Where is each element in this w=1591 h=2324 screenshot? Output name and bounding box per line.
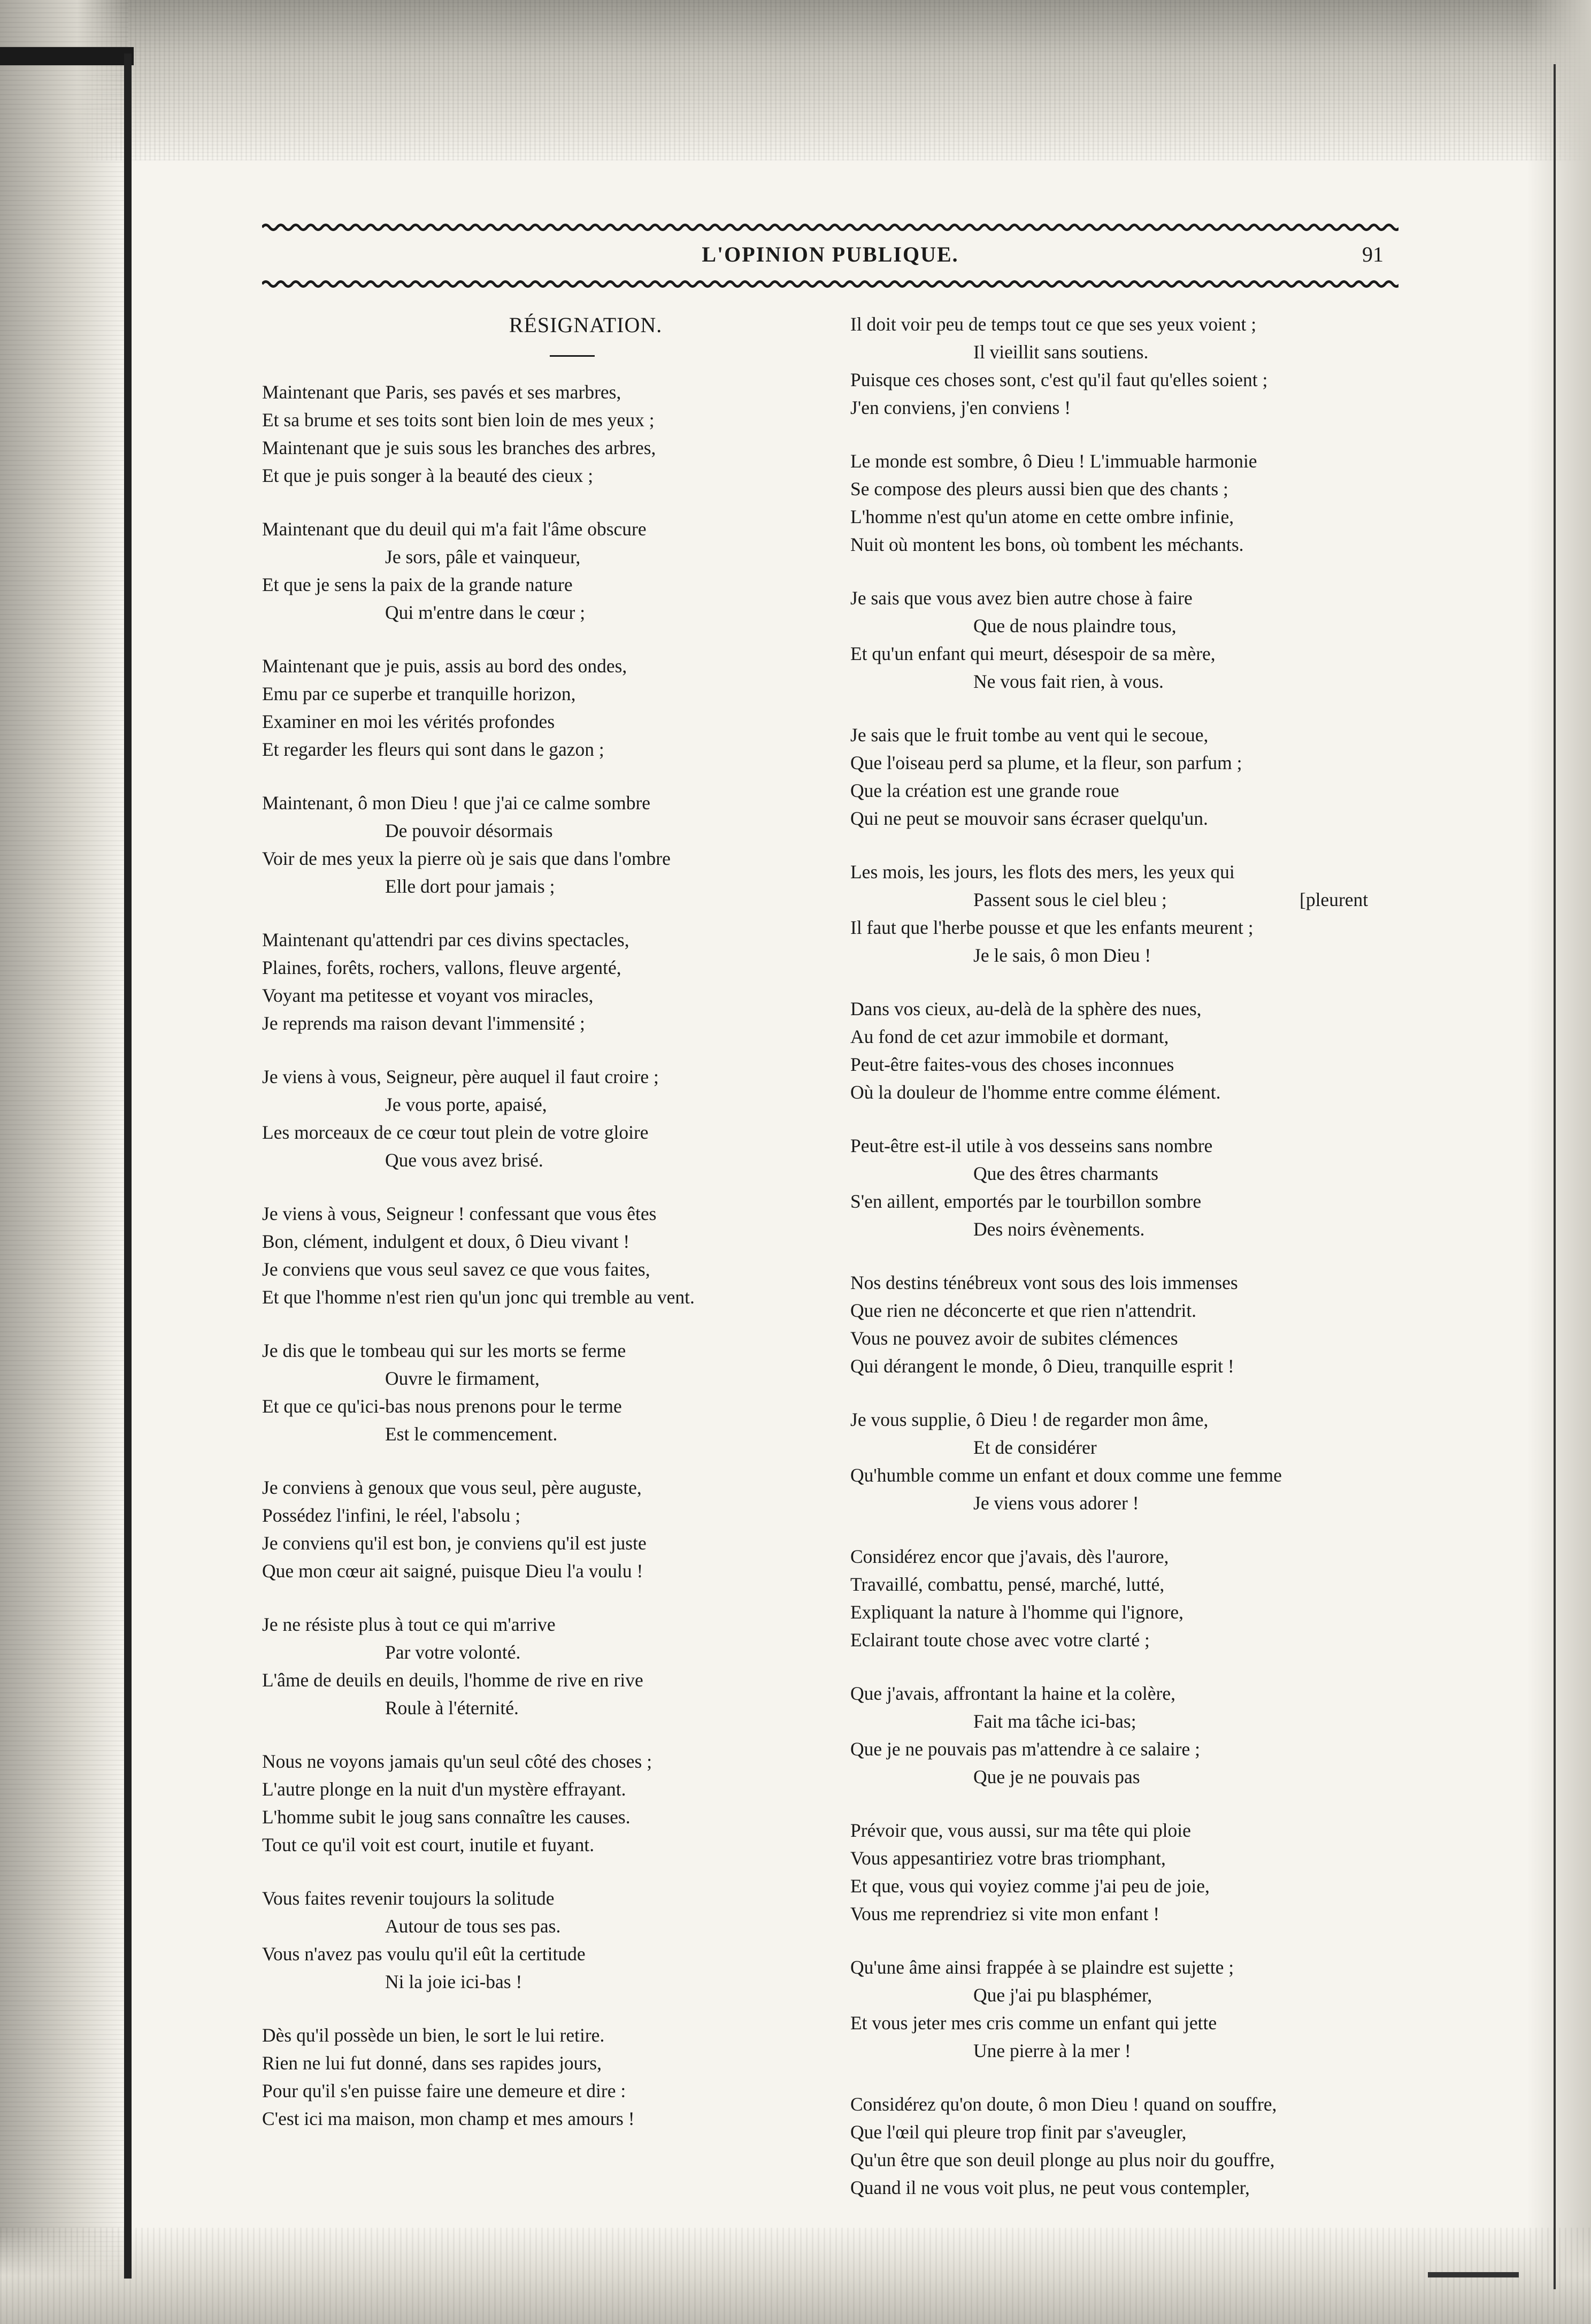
verse-line: Que vous avez brisé. [385,1149,543,1171]
verse-line: Passent sous le ciel bleu ; [pleurent [850,886,1417,914]
verse-line: Qu'un être que son deuil plonge au plus noir du gouffre, [850,2149,1275,2170]
verse-line: Je conviens que vous seul savez ce que vous faites, [262,1259,650,1280]
verse-line: Je conviens à genoux que vous seul, père auguste, [262,1477,642,1498]
verse-line: De pouvoir désormais [385,820,553,841]
verse-line: Vous me reprendriez si vite mon enfant ! [850,1903,1160,1924]
verse-line: Maintenant, ô mon Dieu ! que j'ai ce calme sombre [262,792,651,814]
verse-line: Maintenant qu'attendri par ces divins spectacles, [262,929,629,950]
verse-line: Vous appesantiriez votre bras triomphant, [850,1847,1166,1869]
verse-line: Considérez qu'on doute, ô mon Dieu ! quand on souffre, [850,2093,1277,2115]
page-right-edge [1554,64,1556,2289]
verse-line: Que la création est une grande roue [850,780,1119,801]
verse-line: Par votre volonté. [385,1642,521,1663]
stanza [262,1200,829,1311]
verse-line: Que je ne pouvais pas [973,1766,1140,1788]
verse-line: Une pierre à la mer ! [973,2040,1131,2061]
verse-line: Quand il ne vous voit plus, ne peut vous contempler, [850,2177,1250,2198]
verse-line: Possédez l'infini, le réel, l'absolu ; [262,1505,521,1526]
verse-line: Et que je sens la paix de la grande nature [262,574,573,595]
verse-line: Et de considérer [973,1437,1097,1458]
stanza [262,378,829,489]
running-head [262,242,1398,276]
stanza [850,447,1417,558]
verse-line: Je dis que le tombeau qui sur les morts se ferme [262,1340,626,1361]
verse-line: L'homme subit le joug sans connaître les causes. [262,1806,631,1828]
verse-line: Je viens à vous, Seigneur, père auquel il faut croire ; [262,1066,659,1087]
binding-top-bar [0,47,134,65]
verse-line: Que je ne pouvais pas m'attendre à ce salaire ; [850,1738,1200,1760]
verse-line: Et que, vous qui voyiez comme j'ai peu de joie, [850,1875,1210,1897]
verse-line: Le monde est sombre, ô Dieu ! L'immuable harmonie [850,450,1257,472]
verse-line: Je conviens qu'il est bon, je conviens qu'il est juste [262,1532,647,1554]
verse-line: Ne vous fait rien, à vous. [973,671,1164,692]
verse-line: Ouvre le firmament, [385,1368,540,1389]
verse-line: Peut-être est-il utile à vos desseins sans nombre [850,1135,1213,1156]
stanza [262,1747,829,1859]
stanza [262,2021,829,2133]
verse-line: L'autre plonge en la nuit d'un mystère effrayant. [262,1778,626,1800]
verse-line: Où la douleur de l'homme entre comme élément. [850,1082,1221,1103]
verse-line: L'homme n'est qu'un atome en cette ombre infinie, [850,506,1234,527]
verse-line: Examiner en moi les vérités profondes [262,711,555,732]
stanza [262,652,829,763]
verse-line: Vous ne pouvez avoir de subites clémences [850,1328,1178,1349]
verse-line: Ni la joie ici-bas ! [385,1971,522,1992]
header-rule-top [262,221,1398,233]
stanza [262,1884,829,1996]
scan-shadow-bottom [0,2228,1591,2324]
verse-line: Peut-être faites-vous des choses inconnues [850,1054,1174,1075]
verse-line: Et que je puis songer à la beauté des cieux ; [262,465,594,486]
stanza [262,1063,829,1174]
scan-shadow-top [0,0,1591,160]
verse-line: Que des êtres charmants [973,1163,1158,1184]
stanza [850,2090,1417,2202]
verse-line: Je reprends ma raison devant l'immensité ; [262,1013,585,1034]
title-rule [550,355,595,357]
verse-line: Je le sais, ô mon Dieu ! [973,945,1151,966]
verse-line: Elle dort pour jamais ; [385,876,555,897]
verse-line: Fait ma tâche ici-bas; [973,1711,1136,1732]
stanza [262,1337,829,1448]
verse-line: Est le commencement. [385,1423,558,1445]
verse-line: Voir de mes yeux la pierre où je sais que dans l'ombre [262,848,671,869]
verse-line: Qui m'entre dans le cœur ; [385,602,586,623]
verse-line: Que j'ai pu blasphémer, [973,1984,1152,2006]
stanza [850,1543,1417,1654]
poem-column-right [850,310,1417,2227]
verse-line: Dès qu'il possède un bien, le sort le lui retire. [262,2024,605,2046]
stanza [850,1953,1417,2065]
verse-line: Je sais que le fruit tombe au vent qui le secoue, [850,724,1209,746]
verse-line: Il faut que l'herbe pousse et que les enfants meurent ; [850,917,1254,938]
verse-line: Et que ce qu'ici-bas nous prenons pour le terme [262,1395,622,1417]
verse-line: Maintenant que Paris, ses pavés et ses marbres, [262,381,621,403]
verse-line: Travaillé, combattu, pensé, marché, lutté, [850,1574,1165,1595]
verse-line: Prévoir que, vous aussi, sur ma tête qui ploie [850,1820,1191,1841]
stanza [850,1679,1417,1791]
verse-line: Plaines, forêts, rochers, vallons, fleuve argenté, [262,957,621,978]
verse-line: Je vous supplie, ô Dieu ! de regarder mon âme, [850,1409,1209,1430]
verse-line: Qui ne peut se mouvoir sans écraser quelqu'un. [850,808,1208,829]
verse-line: Tout ce qu'il voit est court, inutile et fuyant. [262,1834,595,1855]
stanza [850,1132,1417,1243]
verse-line: Expliquant la nature à l'homme qui l'ignore, [850,1601,1184,1623]
verse-line: L'âme de deuils en deuils, l'homme de rive en rive [262,1669,643,1691]
stanza [262,789,829,900]
verse-line: Eclairant toute chose avec votre clarté ; [850,1629,1150,1651]
verse-line: Qui dérangent le monde, ô Dieu, tranquille esprit ! [850,1355,1234,1377]
stanza [850,858,1417,969]
verse-line: Bon, clément, indulgent et doux, ô Dieu vivant ! [262,1231,630,1252]
verse-line: Je sais que vous avez bien autre chose à faire [850,587,1193,609]
verse-line: Je vous porte, apaisé, [385,1094,547,1115]
verse-line: Que mon cœur ait saigné, puisque Dieu l'a voulu ! [262,1560,643,1582]
stanza [850,1269,1417,1380]
verse-line: Maintenant que je puis, assis au bord des ondes, [262,655,627,677]
verse-line: Au fond de cet azur immobile et dormant, [850,1026,1169,1047]
verse-line: Et vous jeter mes cris comme un enfant qui jette [850,2012,1217,2034]
verse-line: Nos destins ténébreux vont sous des lois immenses [850,1272,1238,1293]
verse-line: Je ne résiste plus à tout ce qui m'arrive [262,1614,556,1635]
verse-line: Autour de tous ses pas. [385,1915,561,1937]
verse-line: Les mois, les jours, les flots des mers, les yeux qui [850,861,1235,883]
scan-shadow-left [0,0,128,2324]
stanza [262,515,829,626]
verse-line: Qu'une âme ainsi frappée à se plaindre est sujette ; [850,1957,1234,1978]
verse-line: Et sa brume et ses toits sont bien loin de mes yeux ; [262,409,655,431]
verse-line: Des noirs évènements. [973,1218,1145,1240]
verse-line: Vous n'avez pas voulu qu'il eût la certitude [262,1943,586,1965]
verse-line: Puisque ces choses sont, c'est qu'il faut qu'elles soient ; [850,369,1268,390]
verse-line: Vous faites revenir toujours la solitude [262,1888,555,1909]
journal-title: L'OPINION PUBLIQUE. [702,242,959,266]
verse-line: Qu'humble comme un enfant et doux comme une femme [850,1464,1282,1486]
verse-line: Nous ne voyons jamais qu'un seul côté des choses ; [262,1751,652,1772]
verse-line: Maintenant que je suis sous les branches des arbres, [262,437,656,458]
bottom-edge-mark [1428,2272,1519,2277]
verse-line: Considérez encor que j'avais, dès l'aurore, [850,1546,1169,1567]
verse-line: Que de nous plaindre tous, [973,615,1177,636]
verse-line: Et qu'un enfant qui meurt, désespoir de sa mère, [850,643,1216,664]
verse-line: Rien ne lui fut donné, dans ses rapides jours, [262,2052,602,2074]
verse-line: Je viens à vous, Seigneur ! confessant que vous êtes [262,1203,657,1224]
poem-title: RÉSIGNATION. [509,313,663,337]
stanza [850,584,1417,695]
verse-line: Les morceaux de ce cœur tout plein de votre gloire [262,1122,649,1143]
stanza [850,310,1417,421]
verse-line: Dans vos cieux, au-delà de la sphère des nues, [850,998,1202,1019]
stanza [850,1406,1417,1517]
verse-line: J'en conviens, j'en conviens ! [850,397,1071,418]
verse-line: Que j'avais, affrontant la haine et la colère, [850,1683,1175,1704]
stanza [262,926,829,1037]
verse-line: Que l'oiseau perd sa plume, et la fleur, son parfum ; [850,752,1242,773]
verse-line: Se compose des pleurs aussi bien que des chants ; [850,478,1228,500]
stanza [850,721,1417,832]
verse-line: Que l'œil qui pleure trop finit par s'aveugler, [850,2121,1187,2143]
verse-line: S'en aillent, emportés par le tourbillon sombre [850,1191,1202,1212]
verse-line: Nuit où montent les bons, où tombent les méchants. [850,534,1244,555]
verse-line: C'est ici ma maison, mon champ et mes amours ! [262,2108,635,2129]
verse-line: Emu par ce superbe et tranquille horizon, [262,683,576,704]
scan-shadow-right [1527,0,1591,2324]
stanza [262,1474,829,1585]
binding-edge-line [124,53,132,2279]
header-rule-bottom [262,278,1398,290]
stanza [262,1610,829,1722]
verse-line: Roule à l'éternité. [385,1697,519,1719]
verse-line: Que rien ne déconcerte et que rien n'attendrit. [850,1300,1197,1321]
verse-line: Il doit voir peu de temps tout ce que ses yeux voient ; [850,313,1257,335]
verse-line: Il vieillit sans soutiens. [973,341,1149,363]
verse-line: Voyant ma petitesse et voyant vos miracles, [262,985,594,1006]
stanza [850,995,1417,1106]
verse-line: Je sors, pâle et vainqueur, [385,546,581,567]
poem-column-left [262,310,829,2158]
page-number: 91 [1362,242,1384,266]
verse-line: Je viens vous adorer ! [973,1492,1139,1514]
verse-line: Pour qu'il s'en puisse faire une demeure et dire : [262,2080,626,2101]
verse-line: Et que l'homme n'est rien qu'un jonc qui tremble au vent. [262,1286,695,1308]
verse-line: Maintenant que du deuil qui m'a fait l'âme obscure [262,518,647,540]
stanza [850,1816,1417,1928]
verse-line: Et regarder les fleurs qui sont dans le gazon ; [262,739,604,760]
margin-overflow-word: [pleurent [1300,889,1369,910]
